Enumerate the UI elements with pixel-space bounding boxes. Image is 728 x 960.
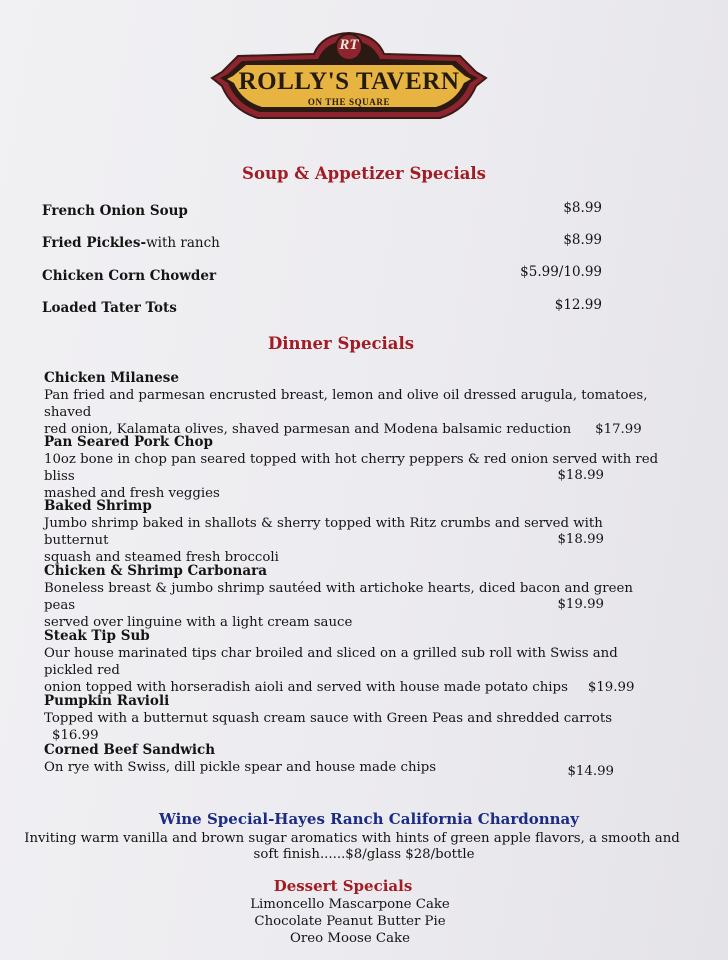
soup-section-title: Soup & Appetizer Specials xyxy=(242,164,486,183)
dinner-item-desc-line: Topped with a butternut squash cream sauce with Green Peas and shredded carrots xyxy=(44,711,613,726)
soup-item-name: French Onion Soup xyxy=(42,203,188,219)
dessert-section-title: Dessert Specials xyxy=(273,877,413,895)
dinner-item-desc: mashed and fresh veggies xyxy=(44,486,220,501)
dinner-section-title: Dinner Specials xyxy=(267,334,415,353)
dinner-item-name: Baked Shrimp xyxy=(44,498,152,514)
dinner-item xyxy=(44,370,664,438)
dinner-item-name: Pan Seared Pork Chop xyxy=(44,434,213,450)
dinner-item-desc-line: red onion, Kalamata olives, shaved parmesan and Modena balsamic reduction xyxy=(44,422,572,437)
dessert-item: Limoncello Mascarpone Cake xyxy=(250,897,450,912)
soup-item-title: Fried Pickles- xyxy=(42,235,147,251)
dinner-item-name: Corned Beef Sandwich xyxy=(44,742,216,758)
dinner-item xyxy=(44,693,664,744)
dinner-item xyxy=(44,498,664,566)
soup-item-note: with ranch xyxy=(146,235,220,251)
soup-item-price: $5.99/10.99 xyxy=(520,264,602,280)
logo-tagline: ON THE SQUARE xyxy=(307,97,391,107)
dinner-item-desc: Jumbo shrimp baked in shallots & sherry topped with Ritz crumbs and served with butternut xyxy=(44,516,603,548)
dinner-item-desc: Our house marinated tips char broiled and sliced on a grilled sub roll with Swiss and pickled red xyxy=(44,646,618,678)
dinner-item-desc: Pan fried and parmesan encrusted breast, lemon and olive oil dressed arugula, tomatoes, shaved xyxy=(44,388,648,420)
dinner-item-desc: squash and steamed fresh broccoli xyxy=(44,550,279,565)
logo-monogram: RT xyxy=(339,37,359,53)
soup-item-price: $12.99 xyxy=(554,297,602,313)
dinner-item-price: $19.99 xyxy=(557,597,604,612)
dinner-item xyxy=(44,628,664,696)
dinner-item-name: Steak Tip Sub xyxy=(44,628,150,644)
dinner-item-price: $17.99 xyxy=(595,422,642,437)
dinner-item-price: $19.99 xyxy=(587,680,635,695)
soup-item-name: Chicken Corn Chowder xyxy=(42,268,217,284)
dinner-item xyxy=(44,742,664,779)
dinner-item-desc: served over linguine with a light cream sauce xyxy=(44,615,353,630)
wine-special-desc: soft finish......$8/glass $28/bottle xyxy=(253,847,475,862)
logo-name: ROLLY'S TAVERN xyxy=(238,68,460,95)
dinner-item-price: $18.99 xyxy=(557,532,604,547)
dinner-item-name: Pumpkin Ravioli xyxy=(44,693,170,709)
wine-special-title: Wine Special-Hayes Ranch California Chardonnay xyxy=(159,810,579,828)
dinner-item-desc xyxy=(44,710,664,744)
dinner-item-name: Chicken & Shrimp Carbonara xyxy=(44,563,267,579)
soup-item-price: $8.99 xyxy=(563,232,602,248)
dessert-item: Oreo Moose Cake xyxy=(290,931,410,946)
soup-item-name xyxy=(42,235,220,251)
dinner-item-desc: On rye with Swiss, dill pickle spear and house made chips xyxy=(44,760,437,775)
dinner-item-desc: Boneless breast & jumbo shrimp sautéed with artichoke hearts, diced bacon and green peas xyxy=(44,581,633,613)
wine-special-desc: Inviting warm vanilla and brown sugar aromatics with hints of green apple flavors, a smooth and xyxy=(24,831,680,846)
dinner-item-desc: 10oz bone in chop pan seared topped with hot cherry peppers & red onion served with red bliss xyxy=(44,452,659,484)
dinner-item-price: $18.99 xyxy=(557,468,604,483)
dinner-item xyxy=(44,563,664,631)
dinner-item-price: $14.99 xyxy=(567,764,614,779)
dessert-item: Chocolate Peanut Butter Pie xyxy=(254,914,446,929)
tavern-logo xyxy=(208,30,490,126)
soup-item-name: Loaded Tater Tots xyxy=(42,300,177,316)
dinner-item xyxy=(44,434,664,502)
dinner-item-desc-line: onion topped with horseradish aioli and served with house made potato chips xyxy=(44,680,568,695)
soup-item-price: $8.99 xyxy=(563,200,602,216)
dinner-item-name: Chicken Milanese xyxy=(44,370,179,386)
dinner-item-price: $16.99 xyxy=(52,728,99,743)
